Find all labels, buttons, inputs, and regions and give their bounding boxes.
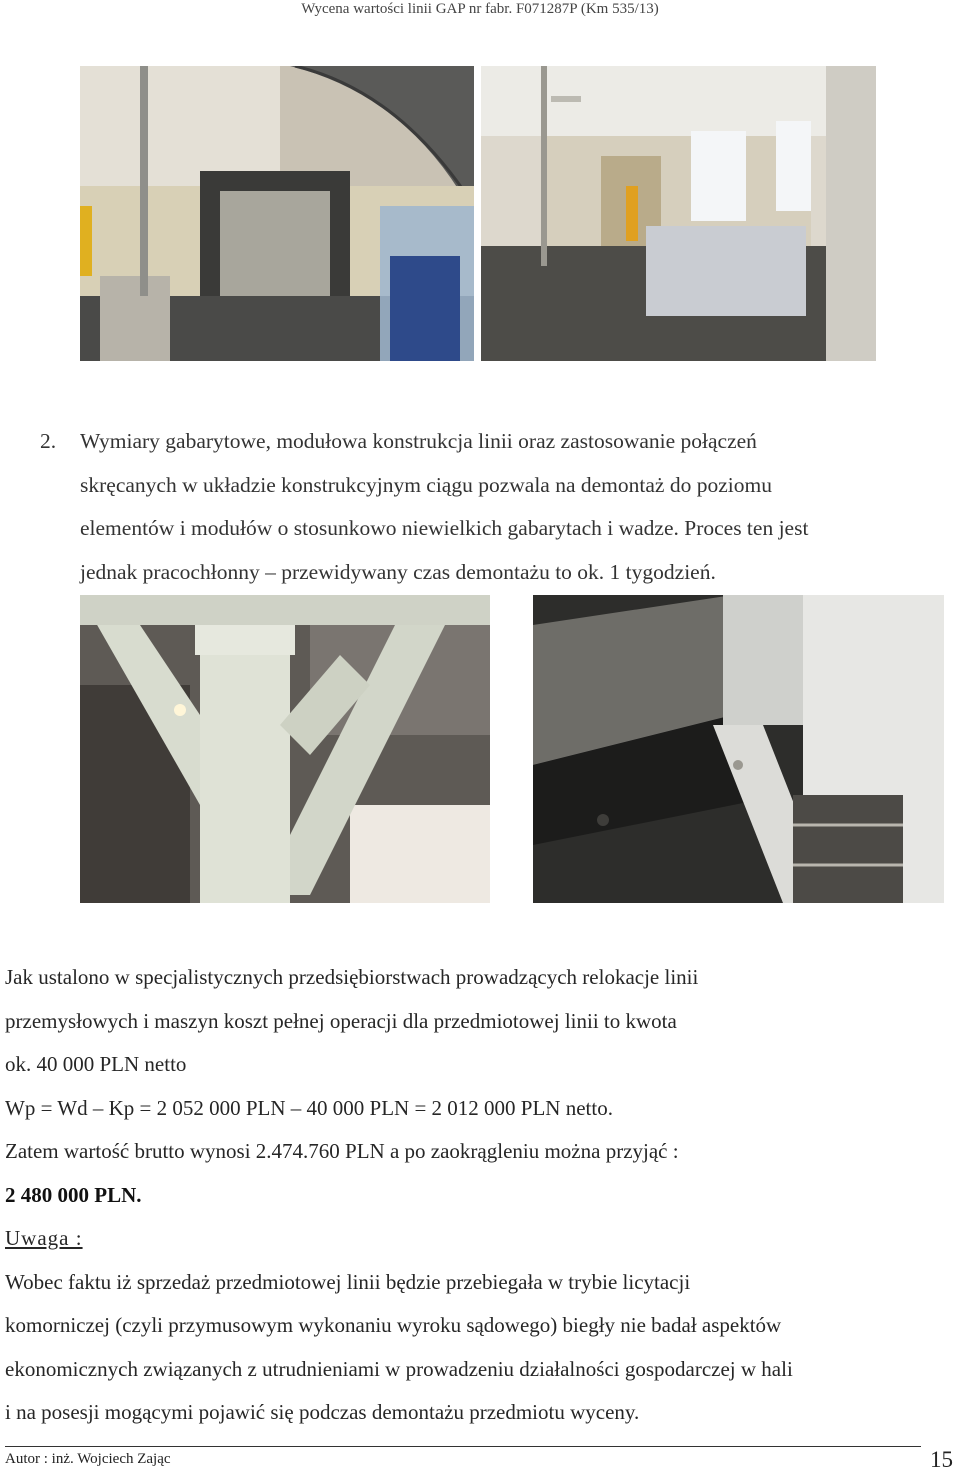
body-line: Wp = Wd – Kp = 2 052 000 PLN – 40 000 PLN = 2 012 000 PLN netto.	[5, 1095, 613, 1120]
point-line: jednak pracochłonny – przewidywany czas demontażu to ok. 1 tygodzień.	[80, 559, 716, 584]
photo-hall-interior-arched-roof	[80, 66, 474, 361]
body-line: Zatem wartość brutto wynosi 2.474.760 PLN a po zaokrągleniu można przyjąć :	[5, 1139, 679, 1163]
point-number: 2.	[40, 429, 57, 453]
note-line: ekonomicznych związanych z utrudnieniami w prowadzeniu działalności gospodarczej w hali	[5, 1356, 793, 1381]
final-value: 2 480 000 PLN.	[5, 1182, 142, 1207]
point-line: Wymiary gabarytowe, modułowa konstrukcja linii oraz zastosowanie połączeń	[80, 429, 757, 453]
point-line: skręcanych w układzie konstrukcyjnym ciągu pozwala na demontaż do poziomu	[80, 472, 772, 497]
page-header: Wycena wartości linii GAP nr fabr. F071287P (Km 535/13)	[301, 1, 659, 17]
page-number: 15	[930, 1447, 953, 1472]
photo-hall-interior-windows	[481, 66, 876, 361]
photo-platform-steel-plate	[533, 595, 944, 903]
photo-steel-frame-structure	[80, 595, 490, 903]
footer-divider	[5, 1446, 921, 1447]
footer-author: Autor : inż. Wojciech Zając	[5, 1451, 171, 1467]
note-line: i na posesji mogącymi pojawić się podczas demontażu przedmiotu wyceny.	[5, 1400, 640, 1424]
point-text	[80, 420, 940, 594]
note-line: komorniczej (czyli przymusowym wykonaniu wyroku sądowego) biegły nie badał aspektów	[5, 1313, 782, 1337]
body-text	[5, 956, 955, 1435]
note-label: Uwaga :	[5, 1226, 83, 1250]
body-line: przemysłowych i maszyn koszt pełnej operacji dla przedmiotowej linii to kwota	[5, 1008, 677, 1033]
note-line: Wobec faktu iż sprzedaż przedmiotowej linii będzie przebiegała w trybie licytacji	[5, 1269, 691, 1294]
body-line: ok. 40 000 PLN netto	[5, 1052, 187, 1076]
point-line: elementów i modułów o stosunkowo niewielkich gabarytach i wadze. Proces ten jest	[80, 516, 809, 540]
body-line: Jak ustalono w specjalistycznych przedsiębiorstwach prowadzących relokacje linii	[5, 965, 699, 989]
